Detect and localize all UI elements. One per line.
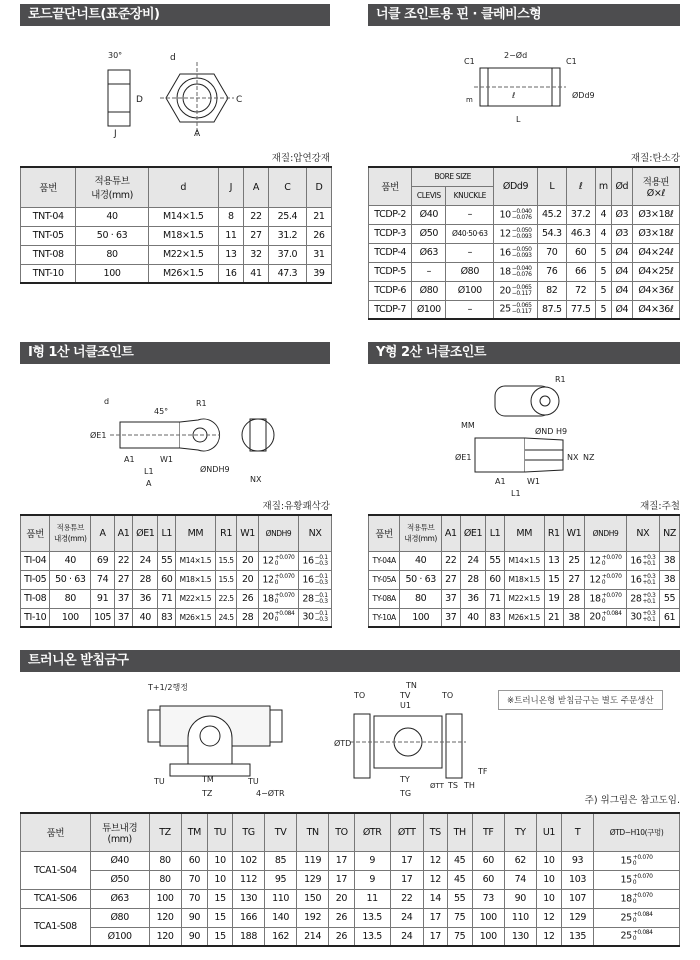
col-no: 품번 <box>21 167 76 207</box>
table-row: TCDP-5 – Ø80 18 −0.040 −0.076 76 66 5 Ø4 Ø4×25ℓ <box>369 262 680 281</box>
table-row: TI-10 100 105 37 40 83 M26×1.5 24.5 28 20 +0.084 0 30 −0.1 −0.3 <box>21 608 332 627</box>
svg-text:A1: A1 <box>495 477 506 486</box>
s2-drawing <box>460 48 600 128</box>
svg-text:m: m <box>466 96 473 104</box>
s1-drawing <box>100 40 280 140</box>
svg-text:A1: A1 <box>124 455 135 464</box>
svg-text:C: C <box>236 95 243 105</box>
s1-table <box>20 166 332 284</box>
svg-text:ØDd9: ØDd9 <box>572 91 595 100</box>
col-tube: 적용튜브 내경(mm) <box>76 167 148 207</box>
table-row: TNT-05 50 · 63 M18×1.5 11 27 31.2 26 <box>21 226 332 245</box>
table-row: TY-04A 40 22 24 55 M14×1.5 13 25 12 +0.070 0 16 +0.3 +0.1 38 <box>369 551 680 570</box>
table-row: TCDP-2 Ø40 – 10 −0.040 −0.076 45.2 37.2 4 Ø3 Ø3×18ℓ <box>369 205 680 224</box>
table-row: TY-10A 100 37 40 83 M26×1.5 21 38 20 +0.084 0 30 +0.3 +0.1 61 <box>369 608 680 627</box>
svg-text:ØTT: ØTT <box>430 782 444 790</box>
svg-text:NZ: NZ <box>583 453 595 462</box>
svg-text:TO: TO <box>442 691 454 700</box>
s2-material: 재질:탄소강 <box>630 153 680 164</box>
svg-text:D: D <box>136 95 143 105</box>
svg-text:W1: W1 <box>527 477 540 486</box>
svg-text:4−ØTR: 4−ØTR <box>256 789 285 798</box>
table-row: TCDP-6 Ø80 Ø100 20 −0.065 −0.117 82 72 5 Ø4 Ø4×36ℓ <box>369 281 680 300</box>
col-D: D <box>306 167 331 207</box>
table-row: TY-05A 50 · 63 27 28 60 M18×1.5 15 27 12 +0.070 0 16 +0.3 +0.1 38 <box>369 570 680 589</box>
table-row: TCA1-S04 Ø40 80 60 10 102 85 119 17 9 17 12 45 60 62 10 93 15 +0.070 0 <box>21 851 680 870</box>
svg-text:NX: NX <box>250 475 262 484</box>
s5-table: 품번 튜브내경 (mm) TZ TM TU TG TV TN TO ØTR ØTT TS TH TF TY U1 T ØTD−H10(구멍) TCA1-S04 Ø40 80 60 10 102 85 119 17 9 17 12 45 60 62 10 93 15 +0.070 0 Ø50 80 70 10 112 95 129 17 9 17 12 45 60 74 10 103 15 +0.070 0 TCA1-S06 Ø63 100 70 15 130 110 150 20 11 22 14 55 73 90 10 107 18 +0.070 0 TCA1-S08 Ø80 120 90 15 166 140 192 26 13.5 24 17 75 100 110 12 129 25 +0.084 0 Ø100 120 90 15 188 162 214 26 13.5 24 17 75 100 130 12 135 25 +0.084 0 <box>20 812 680 947</box>
s3-table: 품번 적용튜브 내경(mm) A A1 ØE1 L1 MM R1 W1 ØNDH9 NX TI-04 40 69 22 24 55 M14×1.5 15.5 20 12 +0.070 0 16 −0.1 −0.3 TI-05 50 · 63 74 27 28 60 M18×1.5 15.5 20 12 +0.070 0 16 −0.1 −0.3 TI-08 80 91 37 36 71 M22×1.5 22.5 26 18 +0.070 0 28 −0.1 −0.3 TI-10 100 105 37 40 83 M26×1.5 24.5 28 20 +0.084 0 30 −0.1 −0.3 <box>20 514 332 628</box>
table-row: TCDP-4 Ø63 – 16 −0.050 −0.093 70 60 5 Ø4 Ø4×24ℓ <box>369 243 680 262</box>
svg-text:ØE1: ØE1 <box>90 431 107 440</box>
s5-drawing-front <box>330 678 490 800</box>
svg-text:TV: TV <box>400 691 411 700</box>
svg-text:TN: TN <box>406 681 417 690</box>
svg-text:ØE1: ØE1 <box>455 453 472 462</box>
svg-text:TG: TG <box>400 789 412 798</box>
table-row: Ø50 80 70 10 112 95 129 17 9 17 12 45 60 74 10 103 15 +0.070 0 <box>21 870 680 889</box>
table-row: TCDP-7 Ø100 – 25 −0.065 −0.117 87.5 77.5 5 Ø4 Ø4×36ℓ <box>369 300 680 319</box>
svg-text:ℓ: ℓ <box>512 91 516 100</box>
s5-notice: ※트러니온형 받침금구는 별도 주문생산 <box>498 690 663 710</box>
col-J: J <box>218 167 243 207</box>
svg-text:45°: 45° <box>154 407 169 416</box>
svg-text:A: A <box>146 479 152 488</box>
svg-text:ØTD: ØTD <box>334 739 352 748</box>
svg-text:R1: R1 <box>555 375 566 384</box>
s5-drawing-side <box>140 678 310 800</box>
svg-text:L: L <box>516 115 521 124</box>
table-row: TI-04 40 69 22 24 55 M14×1.5 15.5 20 12 +0.070 0 16 −0.1 −0.3 <box>21 551 332 570</box>
svg-text:TZ: TZ <box>202 789 213 798</box>
svg-text:TH: TH <box>464 781 475 790</box>
svg-text:30°: 30° <box>108 51 123 60</box>
table-row: TY-08A 80 37 36 71 M22×1.5 19 28 18 +0.070 0 28 +0.3 +0.1 55 <box>369 589 680 608</box>
table-row: TNT-08 80 M22×1.5 13 32 37.0 31 <box>21 245 332 264</box>
s1-material: 재질:압연강재 <box>271 153 330 164</box>
svg-text:TU: TU <box>154 777 165 786</box>
col-C: C <box>269 167 307 207</box>
svg-text:ØND H9: ØND H9 <box>535 427 568 436</box>
table-row: TNT-10 100 M26×1.5 16 41 47.3 39 <box>21 264 332 283</box>
section4-title: Y형 2산 너클조인트 <box>368 342 680 364</box>
svg-text:MM: MM <box>461 421 475 430</box>
svg-text:C1: C1 <box>566 57 577 66</box>
svg-text:T+1/2행정: T+1/2행정 <box>148 683 188 692</box>
svg-text:W1: W1 <box>160 455 173 464</box>
col-A: A <box>243 167 268 207</box>
table-row: TI-08 80 91 37 36 71 M22×1.5 22.5 26 18 +0.070 0 28 −0.1 −0.3 <box>21 589 332 608</box>
s3-material: 재질:유황쾌삭강 <box>262 501 330 512</box>
svg-text:TU: TU <box>248 777 259 786</box>
table-row: TNT-04 40 M14×1.5 8 22 25.4 21 <box>21 207 332 226</box>
svg-text:L1: L1 <box>144 467 154 476</box>
s4-material: 재질:주철 <box>640 501 680 512</box>
section1-title: 로드끝단너트(표준장비) <box>20 4 330 26</box>
svg-text:2−Ød: 2−Ød <box>504 51 528 60</box>
svg-text:L1: L1 <box>511 489 521 498</box>
svg-text:TM: TM <box>202 775 214 784</box>
table-row: Ø100 120 90 15 188 162 214 26 13.5 24 17 75 100 130 12 135 25 +0.084 0 <box>21 927 680 946</box>
col-d: d <box>148 167 218 207</box>
section5-title: 트러니온 받침금구 <box>20 650 680 672</box>
table-row: TCA1-S06 Ø63 100 70 15 130 110 150 20 11 22 14 55 73 90 10 107 18 +0.070 0 <box>21 889 680 908</box>
svg-text:TY: TY <box>400 775 410 784</box>
svg-text:TF: TF <box>478 767 488 776</box>
table-row: TCDP-3 Ø50 Ø40·50·63 12 −0.050 −0.093 54.3 46.3 4 Ø3 Ø3×18ℓ <box>369 224 680 243</box>
section3-title: I형 1산 너클조인트 <box>20 342 330 364</box>
svg-text:TS: TS <box>448 781 458 790</box>
svg-text:J: J <box>114 129 117 139</box>
svg-text:TO: TO <box>354 691 366 700</box>
svg-text:R1: R1 <box>196 399 207 408</box>
svg-text:U1: U1 <box>400 701 411 710</box>
svg-text:ØNDH9: ØNDH9 <box>200 465 230 474</box>
table-row: TCA1-S08 Ø80 120 90 15 166 140 192 26 13.5 24 17 75 100 110 12 129 25 +0.084 0 <box>21 908 680 927</box>
svg-text:A: A <box>194 129 201 139</box>
s4-drawing <box>455 368 615 500</box>
svg-text:d: d <box>170 53 176 63</box>
svg-text:d: d <box>104 397 110 406</box>
s2-table: 품번 BORE SIZE ØDd9 L ℓ m Ød 적용핀 Ø×ℓ CLEVIS KNUCKLE TCDP-2 Ø40 – 10 −0.040 −0.076 45.2 37.2 4 Ø3 Ø3×18ℓ TCDP-3 Ø50 Ø40·50·63 12 −0.050 −0.093 54.3 46.3 4 Ø3 Ø3×18ℓ TCDP-4 Ø63 – 16 −0.050 −0.093 70 60 5 Ø4 Ø4×24ℓ TCDP-5 – Ø80 18 −0.040 −0.076 76 66 5 Ø4 Ø4×25ℓ TCDP-6 Ø80 Ø100 20 −0.065 −0.117 82 72 5 Ø4 Ø4×36ℓ TCDP-7 Ø100 – 25 −0.065 −0.117 87.5 77.5 5 Ø4 Ø4×36ℓ <box>368 166 680 320</box>
s3-drawing <box>90 392 290 492</box>
table-row: TI-05 50 · 63 74 27 28 60 M18×1.5 15.5 20 12 +0.070 0 16 −0.1 −0.3 <box>21 570 332 589</box>
section2-title: 너클 조인트용 핀 · 클레비스형 <box>368 4 680 26</box>
s5-caption: 주) 위그림은 참고도임. <box>584 795 680 806</box>
svg-text:NX: NX <box>567 453 579 462</box>
svg-text:C1: C1 <box>464 57 475 66</box>
s4-table: 품번 적용튜브 내경(mm) A1 ØE1 L1 MM R1 W1 ØNDH9 NX NZ TY-04A 40 22 24 55 M14×1.5 13 25 12 +0.070 0 16 +0.3 +0.1 38 TY-05A 50 · 63 27 28 60 M18×1.5 15 27 12 +0.070 0 16 +0.3 +0.1 38 TY-08A 80 37 36 71 M22×1.5 19 28 18 +0.070 0 28 +0.3 +0.1 55 TY-10A 100 37 40 83 M26×1.5 21 38 20 +0.084 0 30 +0.3 +0.1 61 <box>368 514 680 628</box>
